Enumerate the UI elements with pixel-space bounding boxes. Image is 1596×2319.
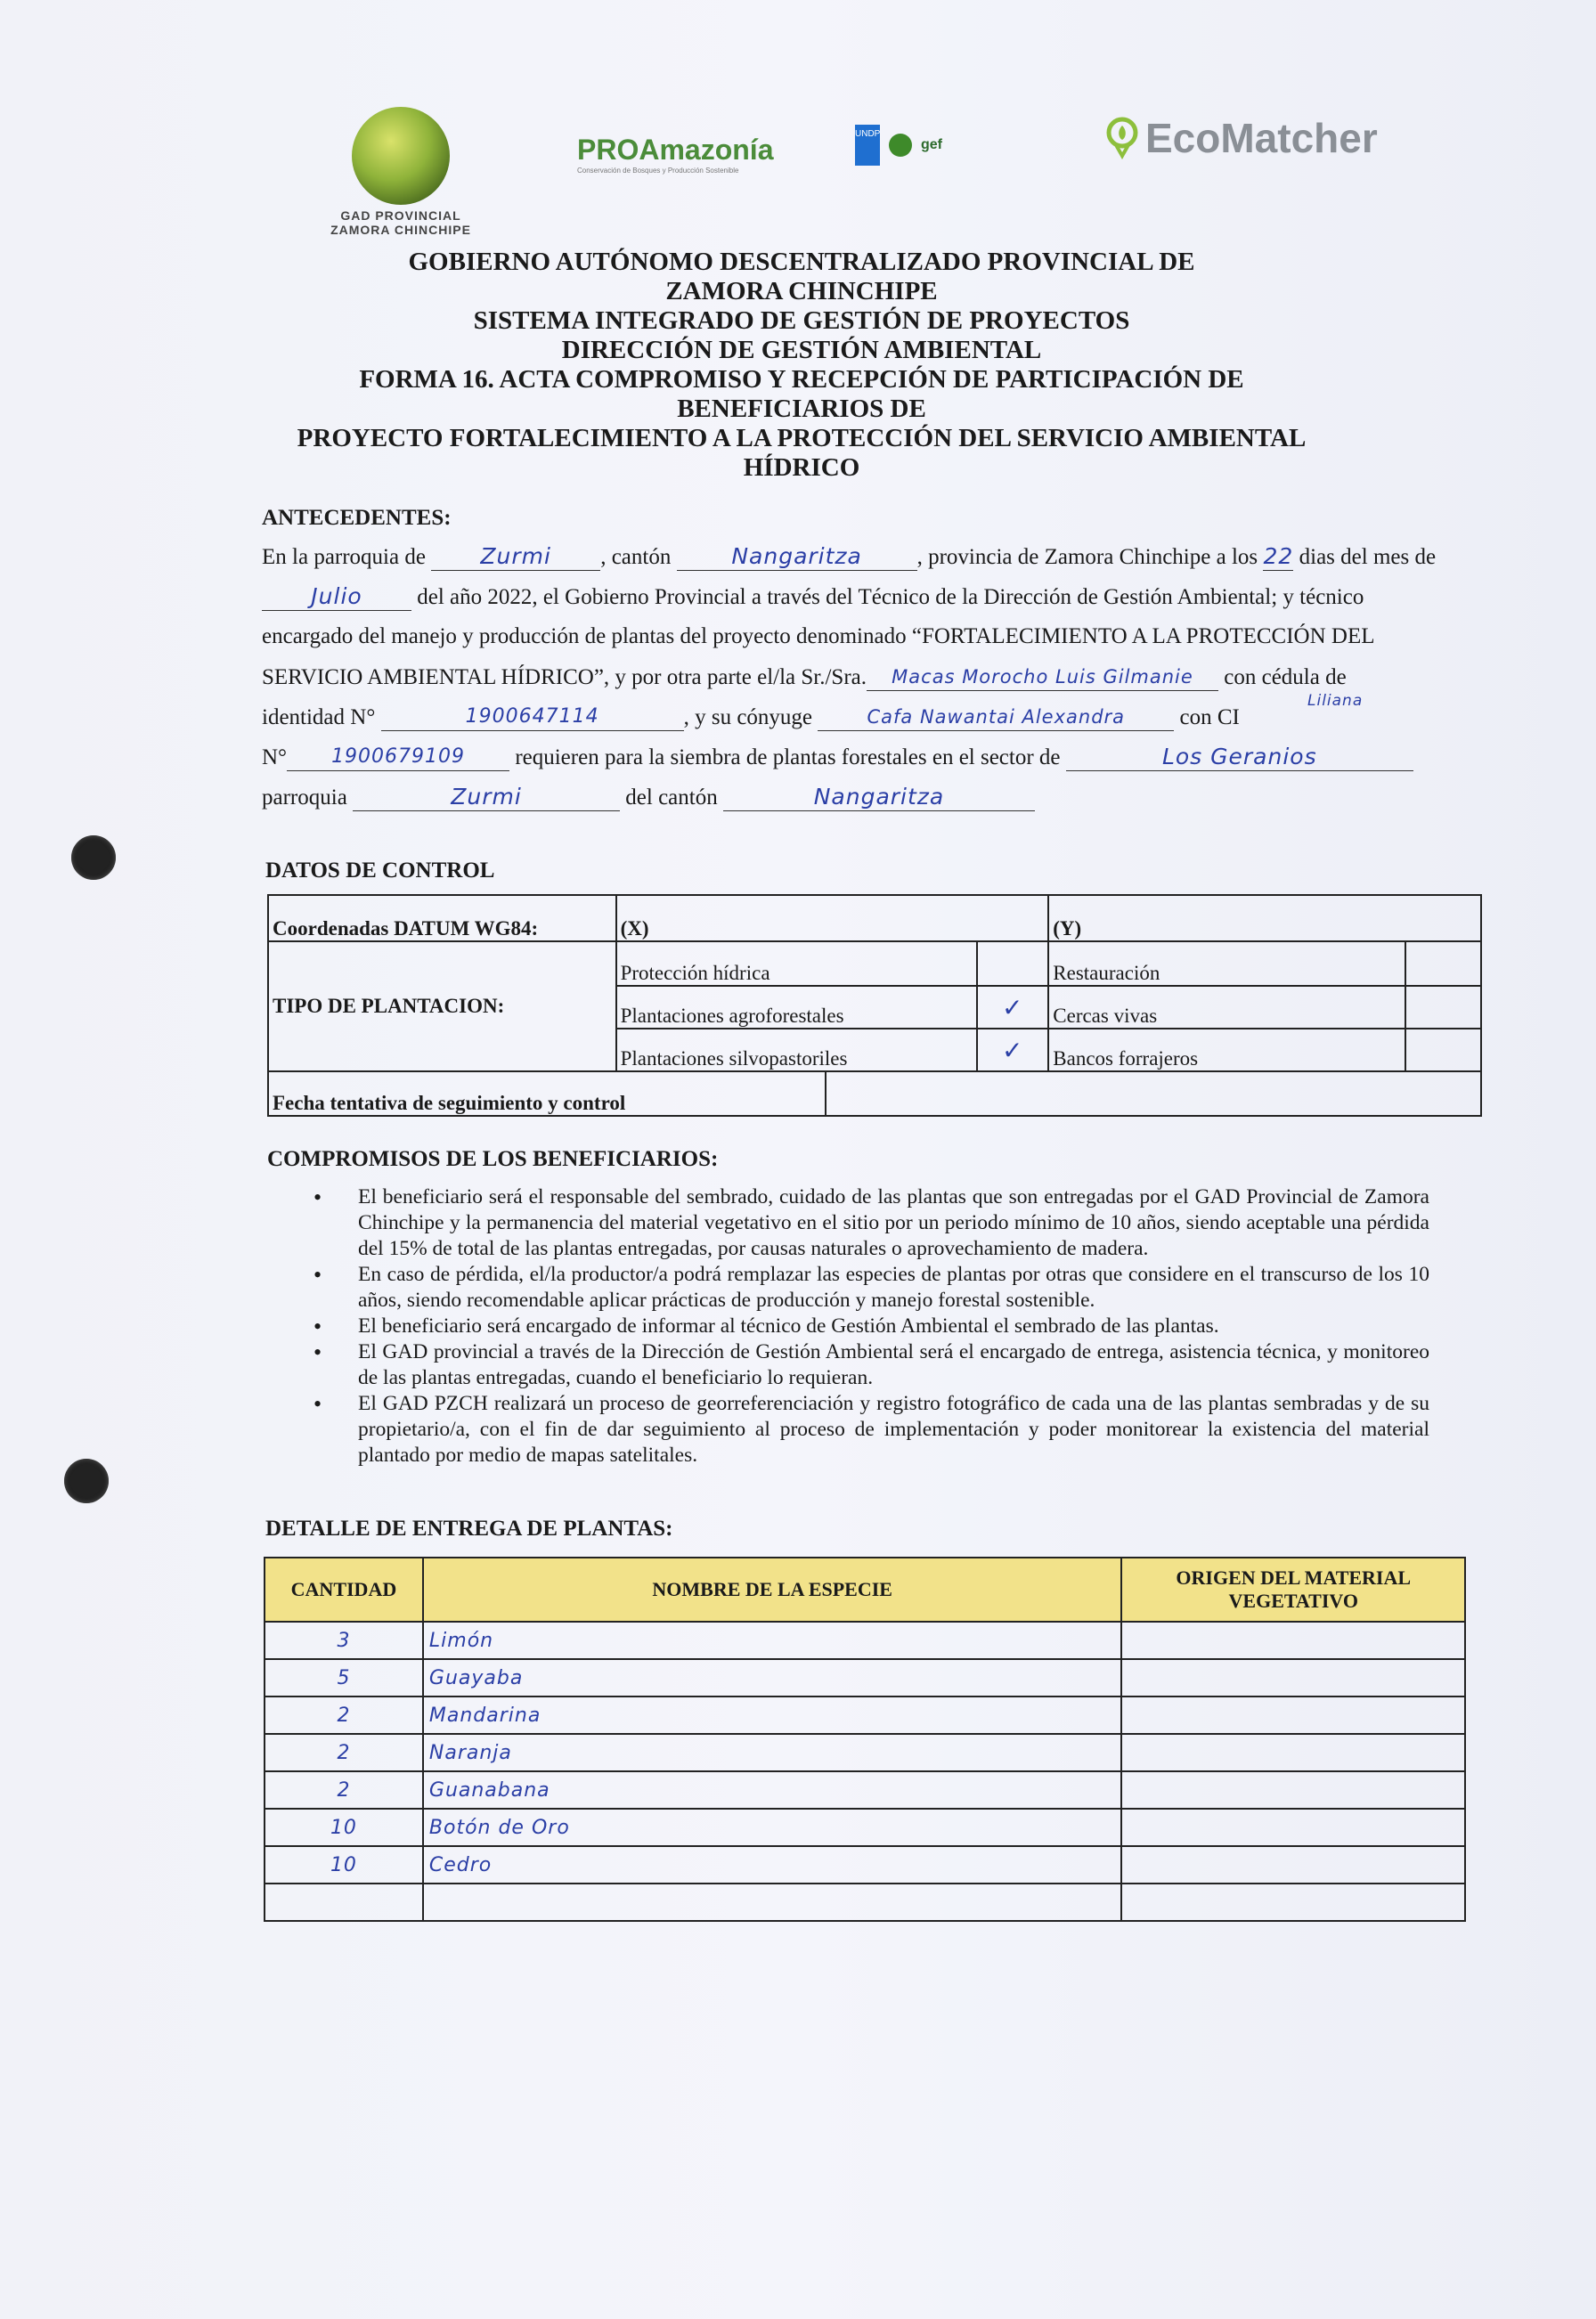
table-row bbox=[265, 1659, 1465, 1697]
compromiso-item: • El GAD PZCH realizará un proceso de georreferenciación y registro fotográfico de cada una de las plantas sembradas y de su propietario/a, con el fin de dar seguimiento al proceso de implementación y poder monitorear la existencia del material plantado por medio de mapas satelitales. bbox=[358, 1391, 1429, 1469]
table-row bbox=[265, 1771, 1465, 1809]
opt-agroforestales-check[interactable]: ✓ bbox=[977, 986, 1048, 1029]
especie-cell[interactable]: Cedro bbox=[423, 1846, 1122, 1884]
parroquia-field[interactable]: Zurmi bbox=[431, 543, 600, 571]
plants-table bbox=[264, 1557, 1466, 1922]
table-row bbox=[265, 1884, 1465, 1921]
globe-icon bbox=[889, 134, 912, 157]
origen-cell[interactable] bbox=[1121, 1659, 1465, 1697]
compromiso-item: • El beneficiario será encargado de informar al técnico de Gestión Ambiental el sembrado de las plantas. bbox=[358, 1314, 1429, 1339]
origen-cell[interactable] bbox=[1121, 1734, 1465, 1771]
zamora-emblem-icon bbox=[352, 107, 450, 205]
origen-cell[interactable] bbox=[1121, 1622, 1465, 1659]
opt-proteccion-hidrica: Protección hídrica bbox=[616, 941, 978, 986]
opt-silvopastoriles-check[interactable]: ✓ bbox=[977, 1029, 1048, 1071]
antecedentes-heading: ANTECEDENTES: bbox=[262, 506, 452, 530]
especie-cell[interactable]: Limón bbox=[423, 1622, 1122, 1659]
antecedentes-line-1: En la parroquia de Zurmi , cantón Nangaritza , provincia de Zamora Chinchipe a los 22 dias del mes de bbox=[262, 543, 1437, 569]
antecedentes-line-2: Julio del año 2022, el Gobierno Provincial a través del Técnico de la Dirección de Gestión Ambiental; y técnico bbox=[262, 583, 1364, 611]
opt-bancos-forrajeros: Bancos forrajeros bbox=[1048, 1029, 1405, 1071]
zamora-logo: GAD PROVINCIAL ZAMORA CHINCHIPE bbox=[325, 107, 476, 237]
opt-restauracion-check[interactable] bbox=[1405, 941, 1481, 986]
undp-logo: UNDP bbox=[855, 125, 880, 166]
parroquia2-field[interactable]: Zurmi bbox=[353, 784, 620, 811]
partner-logos bbox=[855, 125, 942, 166]
cantidad-cell[interactable]: 5 bbox=[265, 1659, 423, 1697]
cantidad-cell[interactable] bbox=[265, 1884, 423, 1921]
cantidad-cell[interactable]: 10 bbox=[265, 1809, 423, 1846]
ci-conyuge-field[interactable]: 1900679109 bbox=[287, 744, 509, 771]
document-title: GOBIERNO AUTÓNOMO DESCENTRALIZADO PROVINCIAL DE ZAMORA CHINCHIPE SISTEMA INTEGRADO DE GESTIÓN DE PROYECTOS DIRECCIÓN DE GESTIÓN AMBIENTAL FORMA 16. ACTA COMPROMISO Y RECEPCIÓN DE PARTICIPACIÓN DE BENEFICIARIOS DE PROYECTO FORTALECIMIENTO A LA PROTECCIÓN DEL SERVICIO AMBIENTAL HÍDRICO bbox=[297, 248, 1307, 482]
ecomatcher-logo: EcoMatcher bbox=[1104, 114, 1378, 162]
table-row bbox=[265, 1846, 1465, 1884]
coord-label: Coordenadas DATUM WG84: bbox=[268, 895, 616, 941]
opt-cercas-vivas-check[interactable] bbox=[1405, 986, 1481, 1029]
col-origen: ORIGEN DEL MATERIAL VEGETATIVO bbox=[1121, 1558, 1465, 1622]
cantidad-cell[interactable]: 10 bbox=[265, 1846, 423, 1884]
opt-proteccion-hidrica-check[interactable] bbox=[977, 941, 1048, 986]
table-row bbox=[265, 1697, 1465, 1734]
especie-cell[interactable]: Botón de Oro bbox=[423, 1809, 1122, 1846]
compromiso-item: • El GAD provincial a través de la Dirección de Gestión Ambiental será el encargado de entrega, asistencia técnica, y monitoreo de las plantas entregadas, cuando el beneficiario lo requieran. bbox=[358, 1339, 1429, 1391]
cantidad-cell[interactable]: 2 bbox=[265, 1734, 423, 1771]
especie-cell[interactable]: Guayaba bbox=[423, 1659, 1122, 1697]
control-table bbox=[267, 894, 1482, 1117]
cedula-field[interactable]: 1900647114 bbox=[381, 704, 684, 731]
control-heading: DATOS DE CONTROL bbox=[265, 858, 495, 883]
antecedentes-line-6: N° 1900679109 requieren para la siembra de plantas forestales en el sector de Los Geranios bbox=[262, 744, 1413, 771]
antecedentes-line-5: identidad N° 1900647114 , y su cónyuge Cafa Nawantai Alexandra con CI bbox=[262, 705, 1240, 729]
origen-cell[interactable] bbox=[1121, 1884, 1465, 1921]
opt-restauracion: Restauración bbox=[1048, 941, 1405, 986]
origen-cell[interactable] bbox=[1121, 1771, 1465, 1809]
entrega-heading: DETALLE DE ENTREGA DE PLANTAS: bbox=[265, 1517, 673, 1541]
dia-field[interactable]: 22 bbox=[1263, 543, 1294, 569]
opt-silvopastoriles: Plantaciones silvopastoriles bbox=[616, 1029, 978, 1071]
col-cantidad: CANTIDAD bbox=[265, 1558, 423, 1622]
proamazonia-logo: PROAmazonía Conservación de Bosques y Producción Sostenible bbox=[577, 134, 774, 175]
antecedentes-line-7: parroquia Zurmi del cantón Nangaritza bbox=[262, 784, 1035, 811]
col-especie: NOMBRE DE LA ESPECIE bbox=[423, 1558, 1122, 1622]
canton2-field[interactable]: Nangaritza bbox=[723, 784, 1035, 811]
especie-cell[interactable]: Mandarina bbox=[423, 1697, 1122, 1734]
coord-x-cell[interactable]: (X) bbox=[616, 895, 1049, 941]
mes-field[interactable]: Julio bbox=[262, 583, 411, 611]
conyuge-extra-name: Liliana bbox=[1307, 692, 1364, 710]
cantidad-cell[interactable]: 3 bbox=[265, 1622, 423, 1659]
conyuge-field[interactable]: Cafa Nawantai Alexandra bbox=[818, 704, 1174, 731]
punch-hole-bottom bbox=[64, 1459, 109, 1503]
coord-y-cell[interactable]: (Y) bbox=[1048, 895, 1481, 941]
opt-agroforestales: Plantaciones agroforestales bbox=[616, 986, 978, 1029]
origen-cell[interactable] bbox=[1121, 1697, 1465, 1734]
gef-logo: gef bbox=[921, 137, 942, 152]
compromiso-item: • El beneficiario será el responsable del sembrado, cuidado de las plantas que son entregadas por el GAD Provincial de Zamora Chinchipe y la permanencia del material vegetativo en el sitio por un periodo mínimo de 10 años, siendo aceptable una pérdida del 15% de total de las plantas entregadas, por causas naturales o aprovechamiento de madera. bbox=[358, 1184, 1429, 1262]
canton-field[interactable]: Nangaritza bbox=[677, 543, 917, 571]
origen-cell[interactable] bbox=[1121, 1809, 1465, 1846]
fecha-field[interactable] bbox=[826, 1071, 1481, 1116]
especie-cell[interactable] bbox=[423, 1884, 1122, 1921]
location-pin-icon bbox=[1104, 117, 1140, 159]
table-row bbox=[265, 1809, 1465, 1846]
antecedentes-line-4: SERVICIO AMBIENTAL HÍDRICO”, y por otra parte el/la Sr./Sra. Macas Morocho Luis Gilmanie con cédula de bbox=[262, 665, 1347, 689]
cantidad-cell[interactable]: 2 bbox=[265, 1771, 423, 1809]
fecha-label: Fecha tentativa de seguimiento y control bbox=[268, 1071, 826, 1116]
cantidad-cell[interactable]: 2 bbox=[265, 1697, 423, 1734]
compromiso-item: • En caso de pérdida, el/la productor/a podrá remplazar las especies de plantas por otras que considere en el transcurso de los 10 años, siendo recomendable aplicar prácticas de producción y manejo forestal sostenible. bbox=[358, 1262, 1429, 1314]
punch-hole-top bbox=[71, 835, 116, 880]
especie-cell[interactable]: Guanabana bbox=[423, 1771, 1122, 1809]
sector-field[interactable]: Los Geranios bbox=[1066, 744, 1413, 771]
tipo-label: TIPO DE PLANTACION: bbox=[268, 941, 616, 1071]
table-row bbox=[265, 1622, 1465, 1659]
beneficiario-field[interactable]: Macas Morocho Luis Gilmanie bbox=[867, 663, 1218, 691]
especie-cell[interactable]: Naranja bbox=[423, 1734, 1122, 1771]
compromisos-heading: COMPROMISOS DE LOS BENEFICIARIOS: bbox=[267, 1147, 719, 1171]
opt-cercas-vivas: Cercas vivas bbox=[1048, 986, 1405, 1029]
antecedentes-line-3: encargado del manejo y producción de plantas del proyecto denominado “FORTALECIMIENTO A LA PROTECCIÓN DEL bbox=[262, 624, 1375, 648]
opt-bancos-forrajeros-check[interactable] bbox=[1405, 1029, 1481, 1071]
origen-cell[interactable] bbox=[1121, 1846, 1465, 1884]
compromisos-list bbox=[358, 1184, 1429, 1469]
table-row bbox=[265, 1734, 1465, 1771]
